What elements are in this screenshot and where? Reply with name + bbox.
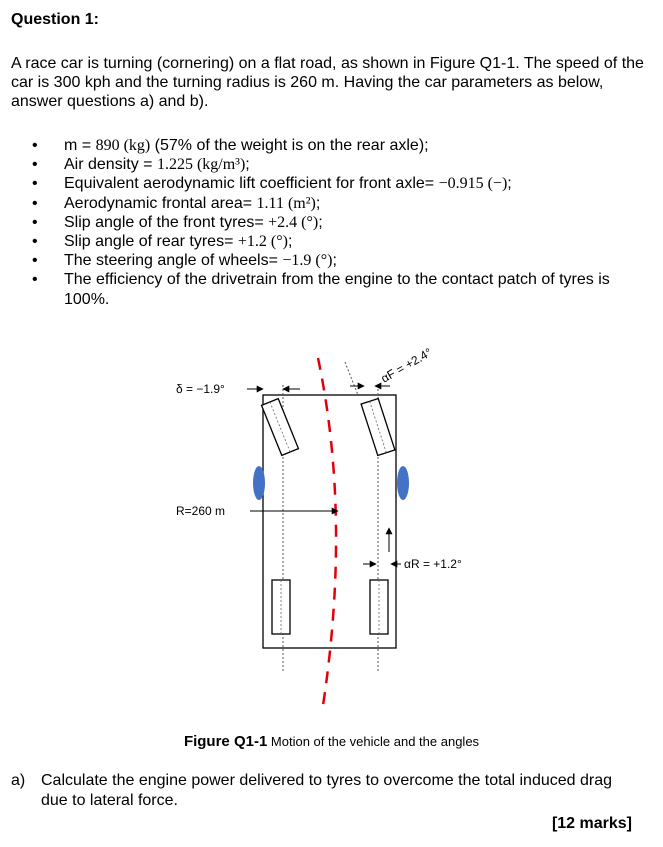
- parameter-item: • Equivalent aerodynamic lift coefficient for front axle= −0.915 (−);: [30, 174, 650, 193]
- radius-label: R=260 m: [176, 504, 226, 518]
- motion-path: [318, 358, 336, 712]
- parameter-item: • Slip angle of the front tyres= +2.4 (°);: [30, 213, 650, 232]
- parameter-item: • The steering angle of wheels= −1.9 (°);: [30, 251, 650, 270]
- parameter-item: • Slip angle of rear tyres= +1.2 (°);: [30, 232, 650, 251]
- front-slip-label: αF = +2.4°: [378, 345, 435, 386]
- parameter-item: • Aerodynamic frontal area= 1.11 (m²);: [30, 194, 650, 213]
- front-left-tyre: [262, 399, 299, 456]
- figure-caption: [0, 733, 663, 750]
- parameter-item: • Air density = 1.225 (kg/m³);: [30, 155, 650, 174]
- parameter-item: • The efficiency of the drivetrain from the engine to the contact patch of tyres is 100%.: [30, 270, 650, 308]
- front-right-tyre: [361, 399, 395, 456]
- parameter-list: [30, 136, 650, 309]
- parameter-item: • m = 890 (kg) (57% of the weight is on the rear axle);: [30, 136, 650, 155]
- question-a-text: Calculate the engine power delivered to tyres to overcome the total induced drag due to lateral force.: [41, 772, 613, 809]
- vehicle-figure: [150, 345, 510, 725]
- figure-id: Figure Q1-1: [183, 733, 268, 750]
- front-slip-dotted-line: [345, 362, 358, 395]
- rear-slip-label: αR = +1.2°: [404, 557, 462, 571]
- question-heading: Question 1:: [11, 11, 100, 28]
- right-wing: [397, 466, 409, 500]
- problem-intro: A race car is turning (cornering) on a flat road, as shown in Figure Q1-1. The speed of the car is 300 kph and the turning radius is 260 m. Having the car parameters as below, answer questions a) and b).: [11, 55, 644, 110]
- marks-label: [12 marks]: [551, 815, 632, 832]
- steering-angle-label: δ = −1.9°: [176, 382, 225, 396]
- figure-caption-text: Motion of the vehicle and the angles: [267, 734, 480, 749]
- question-a-label: a): [11, 772, 26, 789]
- left-wing: [253, 466, 265, 500]
